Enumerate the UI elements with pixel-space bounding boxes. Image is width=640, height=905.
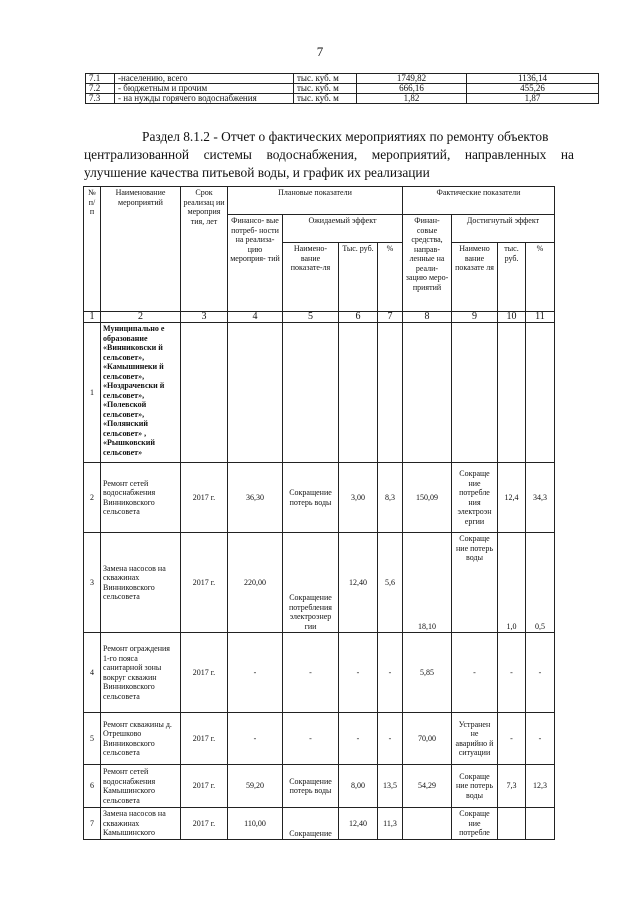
cell: 7.1 <box>86 74 115 84</box>
cell: 8,00 <box>339 765 378 808</box>
cell <box>378 323 403 463</box>
header-name: Наименование мероприятий <box>101 187 181 312</box>
col-number: 4 <box>228 312 283 323</box>
cell <box>403 323 452 463</box>
table-row <box>84 713 555 765</box>
cell: 1136,14 <box>467 74 599 84</box>
cell-name: Ремонт сетей водоснабжения Винниковского сельсовета <box>101 463 181 533</box>
cell: 70,00 <box>403 713 452 765</box>
cell: Сокращение потерь воды <box>283 765 339 808</box>
header-row <box>84 187 555 215</box>
cell <box>228 323 283 463</box>
cell: Сокраще ние потребле ния электроэн ергии <box>452 463 498 533</box>
cell: 12,40 <box>339 533 378 633</box>
header-rub: Тыс. руб. <box>339 243 378 312</box>
header-pct-2: % <box>526 243 555 312</box>
cell: - <box>283 713 339 765</box>
cell: 54,29 <box>403 765 452 808</box>
cell: - <box>378 713 403 765</box>
cell: - бюджетным и прочим <box>115 84 294 94</box>
cell-num: 5 <box>84 713 101 765</box>
cell <box>498 808 526 840</box>
col-number: 11 <box>526 312 555 323</box>
cell: 220,00 <box>228 533 283 633</box>
cell: 5,6 <box>378 533 403 633</box>
col-number: 7 <box>378 312 403 323</box>
cell: 8,3 <box>378 463 403 533</box>
col-number: 3 <box>181 312 228 323</box>
cell: - на нужды горячего водоснабжения <box>115 94 294 104</box>
consumption-table <box>85 73 599 104</box>
cell: 1,87 <box>467 94 599 104</box>
table-row <box>86 84 599 94</box>
col-number: 10 <box>498 312 526 323</box>
cell: 34,3 <box>526 463 555 533</box>
cell: 2017 г. <box>181 808 228 840</box>
cell: Сокраще ние потребле <box>452 808 498 840</box>
header-expected: Ожидаемый эффект <box>283 215 403 243</box>
cell <box>452 323 498 463</box>
cell: 36,30 <box>228 463 283 533</box>
cell: 150,09 <box>403 463 452 533</box>
cell-name: Ремонт ограждения 1-го пояса санитарной зоны вокруг скважин Винниковского сельсовета <box>101 633 181 713</box>
table-row <box>86 94 599 104</box>
cell: 1,0 <box>498 533 526 633</box>
header-ind-name: Наимено- вание показате-ля <box>283 243 339 312</box>
header-fact: Фактические показатели <box>403 187 555 215</box>
col-number: 2 <box>101 312 181 323</box>
cell: 2017 г. <box>181 633 228 713</box>
header-rub-2: тыс. руб. <box>498 243 526 312</box>
header-plan: Плановые показатели <box>228 187 403 215</box>
cell <box>526 808 555 840</box>
cell-num: 7 <box>84 808 101 840</box>
cell <box>181 323 228 463</box>
cell: - <box>498 713 526 765</box>
section-title <box>84 128 574 182</box>
cell: Сокращение потребления электроэнер гии <box>283 533 339 633</box>
header-term: Срок реализац ии мероприя тия, лет <box>181 187 228 312</box>
col-number: 8 <box>403 312 452 323</box>
cell-num: 1 <box>84 323 101 463</box>
cell: тыс. куб. м <box>294 74 357 84</box>
col-number: 6 <box>339 312 378 323</box>
cell: 2017 г. <box>181 533 228 633</box>
header-ind-name-2: Наимено вание показате ля <box>452 243 498 312</box>
cell: 1,82 <box>357 94 467 104</box>
cell <box>403 808 452 840</box>
cell: 18,10 <box>403 533 452 633</box>
cell <box>498 323 526 463</box>
cell: 110,00 <box>228 808 283 840</box>
cell <box>283 323 339 463</box>
table-row <box>84 533 555 633</box>
cell: 7,3 <box>498 765 526 808</box>
header-pct: % <box>378 243 403 312</box>
cell: 666,16 <box>357 84 467 94</box>
cell: - <box>228 633 283 713</box>
cell: 5,85 <box>403 633 452 713</box>
cell: 7.3 <box>86 94 115 104</box>
title-line-1: Раздел 8.1.2 - Отчет о фактических мероприятиях по ремонту объектов <box>142 129 549 144</box>
cell: 0,5 <box>526 533 555 633</box>
table-row <box>84 323 555 463</box>
table-row <box>84 765 555 808</box>
cell: 2017 г. <box>181 713 228 765</box>
cell: 12,3 <box>526 765 555 808</box>
header-fact-fin: Финан- совые средства, направ- ленные на реали- зацию меро- приятий <box>403 215 452 312</box>
cell: - <box>283 633 339 713</box>
col-number: 5 <box>283 312 339 323</box>
cell-name: Ремонт сетей водоснабжения Камышинского сельсовета <box>101 765 181 808</box>
measures-table <box>83 186 555 840</box>
cell: 2017 г. <box>181 463 228 533</box>
cell: 12,40 <box>339 808 378 840</box>
header-achieved: Достигнутый эффект <box>452 215 555 243</box>
cell <box>526 323 555 463</box>
cell: - <box>339 713 378 765</box>
col-number: 1 <box>84 312 101 323</box>
cell: Сокращение <box>283 808 339 840</box>
cell: - <box>339 633 378 713</box>
cell: - <box>526 713 555 765</box>
cell: -населению, всего <box>115 74 294 84</box>
cell-name: Замена насосов на скважинах Камышинского <box>101 808 181 840</box>
table-row <box>86 74 599 84</box>
cell: 455,26 <box>467 84 599 94</box>
cell: 13,5 <box>378 765 403 808</box>
cell-name: Ремонт скважины д. Отрешково Винниковского сельсовета <box>101 713 181 765</box>
cell <box>339 323 378 463</box>
cell: Устранен не аварийно й ситуации <box>452 713 498 765</box>
cell-name: Муниципально е образование «Винниковски й сельсовет», «Камышинеки й сельсовет», «Ноздрачевски й сельсовет», «Полевской сельсовет», «Полянский сельсовет» , «Рышковский сельсовет» <box>101 323 181 463</box>
cell-num: 6 <box>84 765 101 808</box>
cell: - <box>498 633 526 713</box>
cell: - <box>228 713 283 765</box>
cell-num: 3 <box>84 533 101 633</box>
cell: - <box>378 633 403 713</box>
cell: 11,3 <box>378 808 403 840</box>
header-num: № п/ п <box>84 187 101 312</box>
cell-num: 4 <box>84 633 101 713</box>
page-number: 7 <box>316 44 324 59</box>
cell: тыс. куб. м <box>294 84 357 94</box>
table-row <box>84 633 555 713</box>
cell: 1749,82 <box>357 74 467 84</box>
column-numbers-row <box>84 312 555 323</box>
cell: 12,4 <box>498 463 526 533</box>
cell: Сокращение потерь воды <box>283 463 339 533</box>
cell-name: Замена насосов на скважинах Винниковского сельсовета <box>101 533 181 633</box>
cell: Сокраще ние потерь воды <box>452 533 498 633</box>
cell: 3,00 <box>339 463 378 533</box>
cell: Сокраще ние потерь воды <box>452 765 498 808</box>
cell: - <box>452 633 498 713</box>
cell: - <box>526 633 555 713</box>
header-plan-fin: Финансо- вые потреб- ности на реализа- цию мероприя- тий <box>228 215 283 312</box>
cell: 2017 г. <box>181 765 228 808</box>
table-row <box>84 463 555 533</box>
col-number: 9 <box>452 312 498 323</box>
cell-num: 2 <box>84 463 101 533</box>
cell: 59,20 <box>228 765 283 808</box>
title-line-2: централизованной системы водоснабжения, мероприятий, направленных на улучшение качества питьевой воды, и график их реализации <box>84 147 574 180</box>
table-row <box>84 808 555 840</box>
cell: тыс. куб. м <box>294 94 357 104</box>
cell: 7.2 <box>86 84 115 94</box>
